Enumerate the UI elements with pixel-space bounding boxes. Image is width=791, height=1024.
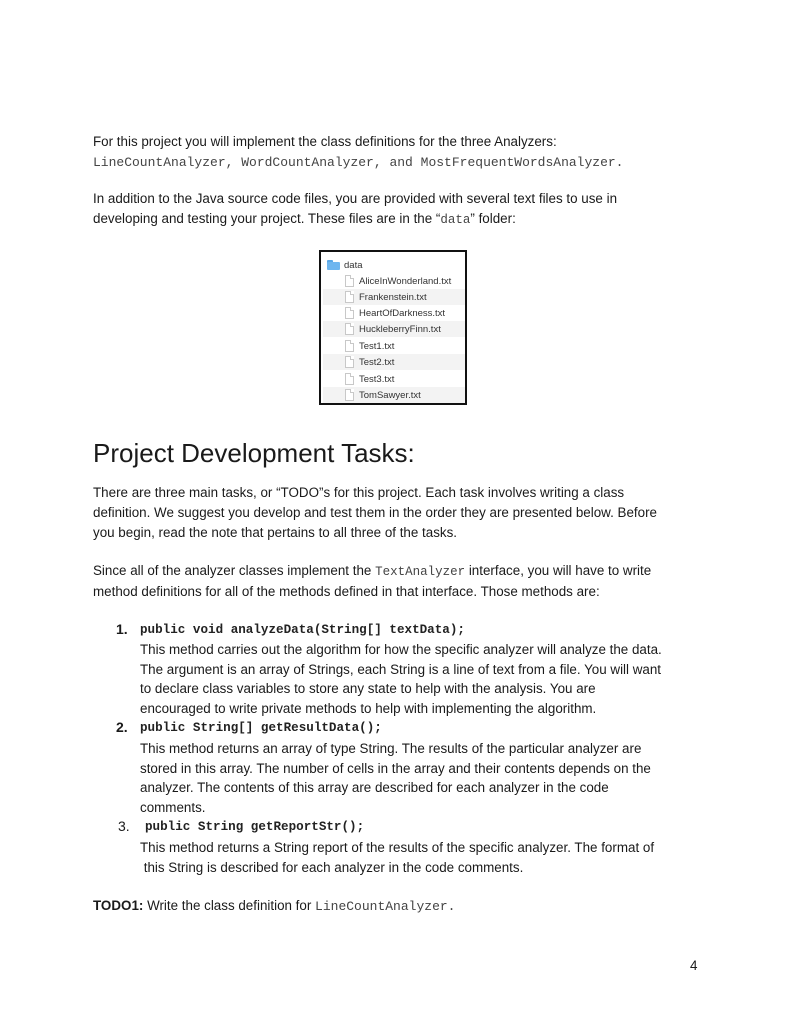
- file-icon: [345, 389, 354, 401]
- method-signature: public String[] getResultData();: [140, 721, 382, 735]
- tasks-paragraph: [93, 483, 703, 543]
- interface-line-2: method definitions for all of the methods defined in that interface. Those methods are:: [93, 584, 600, 599]
- tasks-line-2: definition. We suggest you develop and test them in the order they are presented below. Before: [93, 505, 658, 520]
- file-name: Test2.txt: [359, 356, 395, 368]
- file-name: HuckleberryFinn.txt: [359, 323, 441, 335]
- interface-line-1-before: Since all of the analyzer classes implement the: [93, 563, 376, 578]
- file-icon: [345, 323, 354, 335]
- method-number: 1.: [116, 621, 128, 637]
- file-icon: [345, 275, 354, 287]
- file-item: [323, 338, 467, 354]
- tasks-line-3: you begin, read the note that pertains to all three of the tasks.: [93, 525, 458, 540]
- interface-line-1-after: interface, you will have to write: [465, 563, 652, 578]
- todo-text: Write the class definition for: [143, 898, 316, 913]
- todo-class-code: LineCountAnalyzer.: [315, 899, 456, 914]
- description-line: stored in this array. The number of cells in the array and their contents depends on the: [140, 760, 651, 776]
- description-line: to declare class variables to store any state to help with the analysis. You are: [140, 681, 596, 696]
- method-description: [140, 838, 705, 877]
- folder-name: data: [344, 259, 363, 271]
- file-name: HeartOfDarkness.txt: [359, 307, 446, 319]
- description-line: This method returns an array of type String. The results of the particular analyzer are: [140, 741, 642, 756]
- file-item: [323, 371, 467, 387]
- file-item: [323, 387, 467, 403]
- file-name: Frankenstein.txt: [359, 291, 427, 303]
- interface-paragraph: [93, 561, 703, 602]
- file-name: TomSawyer.txt: [359, 389, 421, 401]
- file-item: [323, 354, 467, 370]
- folder-icon: [327, 260, 340, 270]
- file-name: Test1.txt: [359, 340, 395, 352]
- description-line: encouraged to write private methods to help with implementing the algorithm.: [140, 700, 597, 716]
- description-line: comments.: [140, 799, 206, 815]
- todo-label: TODO1:: [93, 898, 144, 913]
- description-line: analyzer. The contents of this array are described for each analyzer in the code: [140, 780, 609, 795]
- files-line-1: In addition to the Java source code files, you are provided with several text files to use in: [93, 191, 618, 206]
- file-name: Test3.txt: [359, 373, 395, 385]
- description-line: This method returns a String report of the results of the specific analyzer. The format of: [140, 840, 655, 855]
- method-number: 3.: [118, 818, 130, 834]
- description-line: This method carries out the algorithm for how the specific analyzer will analyze the data.: [140, 642, 662, 657]
- intro-line: For this project you will implement the class definitions for the three Analyzers:: [93, 134, 557, 149]
- tasks-line-1: There are three main tasks, or “TODO”s for this project. Each task involves writing a class: [93, 485, 625, 500]
- file-item: [323, 289, 467, 305]
- files-paragraph: [93, 189, 703, 230]
- folder-header: [327, 258, 363, 272]
- files-line-2-after: ” folder:: [470, 211, 516, 226]
- method-signature: public void analyzeData(String[] textData);: [140, 623, 465, 637]
- file-item: [323, 273, 467, 289]
- files-line-2-before: developing and testing your project. These files are in the “: [93, 211, 441, 226]
- intro-paragraph: [93, 132, 703, 173]
- method-signature: public String getReportStr();: [145, 820, 365, 834]
- method-description: [140, 640, 705, 718]
- file-icon: [345, 291, 354, 303]
- file-name: AliceInWonderland.txt: [359, 275, 452, 287]
- data-folder-code: data: [440, 213, 471, 227]
- file-item: [323, 305, 467, 321]
- section-heading: Project Development Tasks:: [93, 438, 415, 468]
- file-icon: [345, 356, 354, 368]
- analyzer-class-list: LineCountAnalyzer, WordCountAnalyzer, and MostFrequentWordsAnalyzer.: [93, 155, 624, 170]
- description-line: this String is described for each analyzer in the code comments.: [140, 859, 524, 875]
- page-number: 4: [690, 958, 698, 973]
- file-icon: [345, 340, 354, 352]
- text-analyzer-code: TextAnalyzer: [375, 565, 466, 579]
- method-description: [140, 739, 705, 817]
- file-icon: [345, 307, 354, 319]
- description-line: The argument is an array of Strings, each String is a line of text from a file. You will want: [140, 661, 661, 677]
- method-number: 2.: [116, 719, 128, 735]
- data-folder-listing: [319, 250, 467, 405]
- todo-line: [93, 898, 455, 914]
- file-item: [323, 321, 467, 337]
- file-icon: [345, 373, 354, 385]
